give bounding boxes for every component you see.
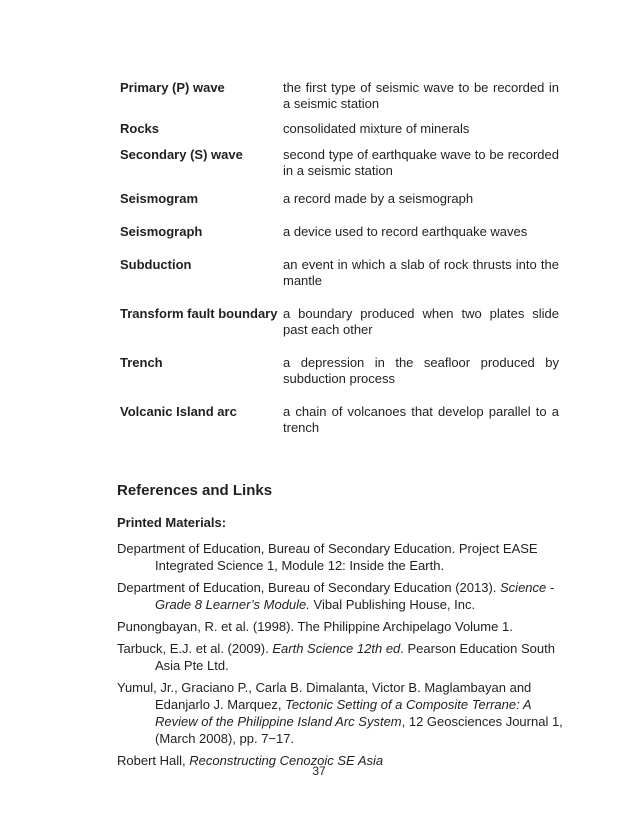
reference-title: Earth Science 12th ed (272, 641, 401, 656)
glossary-definition: the first type of seismic wave to be recorded in a seismic station (283, 80, 559, 111)
reference-text: , 12 Geosciences Journal 1, (March 2008), pp. 7−17. (155, 714, 563, 746)
glossary-row (120, 257, 560, 289)
reference-title: Reconstructing Cenozoic SE Asia (189, 753, 384, 768)
glossary-term: Seismogram (120, 191, 199, 206)
reference-text: Yumul, Jr., Graciano P., Carla B. Dimalanta, Victor B. Maglambayan and Edanjarlo J. Marquez, (117, 680, 532, 712)
glossary-term: Volcanic Island arc (120, 404, 237, 419)
reference-title: Science - Grade 8 Learner’s Module. (155, 580, 555, 612)
glossary-definition: a chain of volcanoes that develop parallel to a trench (283, 404, 559, 435)
reference-text: . Pearson Education South Asia Pte Ltd. (155, 641, 555, 673)
reference-text: Robert Hall, (117, 753, 190, 768)
glossary-term: Seismograph (120, 224, 203, 239)
glossary-row (120, 80, 560, 112)
reference-text: Department of Education, Bureau of Secondary Education. Project EASE Integrated Science 1, Module 12: Inside the Earth. (117, 541, 538, 573)
glossary-row (120, 404, 560, 436)
reference-text: Tarbuck, E.J. et al. (2009). (117, 641, 273, 656)
reference-title: Tectonic Setting of a Composite Terrane: A Review of the Philippine Island Arc System (155, 697, 532, 729)
reference-text: Vibal Publishing House, Inc. (309, 597, 476, 612)
glossary-term: Secondary (S) wave (120, 147, 243, 162)
reference-item (117, 640, 567, 674)
glossary-term: Rocks (120, 121, 160, 136)
page-number: 37 (312, 764, 326, 778)
glossary-term: Primary (P) wave (120, 80, 225, 95)
glossary-definition: a boundary produced when two plates slide past each other (283, 306, 559, 337)
reference-list (117, 540, 567, 774)
reference-item (117, 679, 567, 747)
glossary-definition: a record made by a seismograph (283, 191, 474, 206)
glossary-row (120, 224, 560, 240)
glossary-row (120, 355, 560, 387)
glossary-definition: a device used to record earthquake waves (283, 224, 528, 239)
glossary-row (120, 306, 560, 338)
glossary-term: Subduction (120, 257, 192, 272)
glossary-definition: an event in which a slab of rock thrusts into the mantle (283, 257, 559, 288)
references-heading: References and Links (117, 482, 273, 499)
glossary-definition: a depression in the seafloor produced by subduction process (283, 355, 559, 386)
reference-text: Punongbayan, R. et al. (1998). The Philippine Archipelago Volume 1. (117, 619, 513, 634)
glossary-definition: second type of earthquake wave to be recorded in a seismic station (283, 147, 559, 178)
glossary-term: Transform fault boundary (120, 306, 278, 321)
glossary-table (120, 80, 560, 436)
reference-text: Department of Education, Bureau of Secondary Education (2013). (117, 580, 501, 595)
glossary-row (120, 121, 560, 137)
glossary-definition: consolidated mixture of minerals (283, 121, 470, 136)
glossary-row (120, 147, 560, 179)
reference-item (117, 618, 567, 635)
glossary-term: Trench (120, 355, 163, 370)
reference-item (117, 540, 567, 574)
printed-materials-subheading: Printed Materials: (117, 515, 227, 530)
glossary-row (120, 191, 560, 207)
reference-item (117, 579, 567, 613)
